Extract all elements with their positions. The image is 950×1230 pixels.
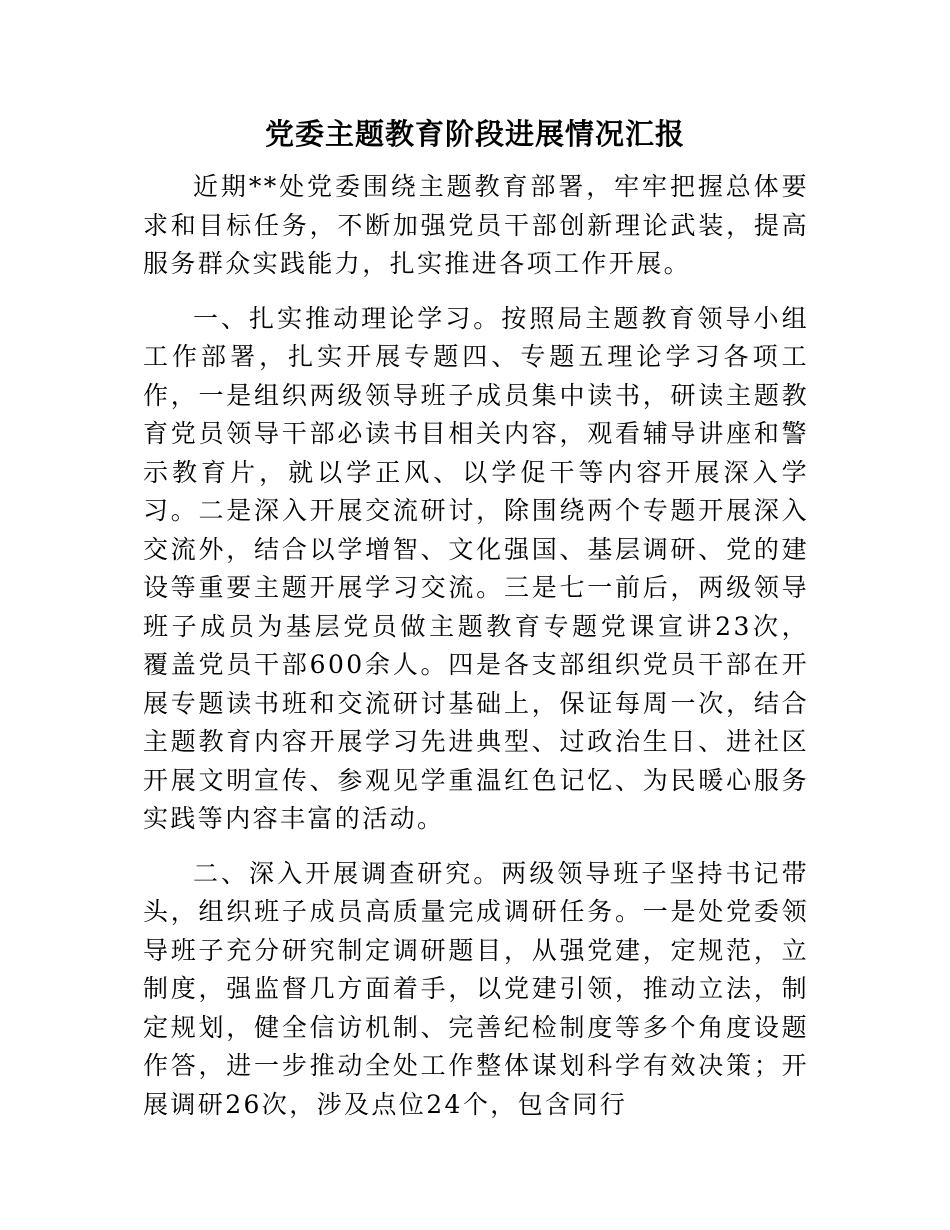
paragraph-theory-study: 一、扎实推动理论学习。按照局主题教育领导小组工作部署，扎实开展专题四、专题五理论学习各项工作，一是组织两级领导班子成员集中读书，研读主题教育党员领导干部必读书目相关内容，观看辅导讲座和警示教育片，就以学正风、以学促干等内容开展深入学习。二是深入开展交流研讨，除围绕两个专题开展深入交流外，结合以学增智、文化强国、基层调研、党的建设等重要主题开展学习交流。三是七一前后，两级领导班子成员为基层党员做主题教育专题党课宣讲23次，覆盖党员干部600余人。四是各支部组织党员干部在开展专题读书班和交流研讨基础上，保证每周一次，结合主题教育内容开展学习先进典型、过政治生日、进社区开展文明宣传、参观见学重温红色记忆、为民暖心服务实践等内容丰富的活动。 [143,303,809,833]
paragraph-intro: 近期**处党委围绕主题教育部署，牢牢把握总体要求和目标任务，不断加强党员干部创新理论武装，提高服务群众实践能力，扎实推进各项工作开展。 [143,172,809,278]
document-title: 党委主题教育阶段进展情况汇报 [264,117,685,151]
document-body [143,168,809,1124]
paragraph-research: 二、深入开展调查研究。两级领导班子坚持书记带头，组织班子成员高质量完成调研任务。一是处党委领导班子充分研究制定调研题目，从强党建，定规范，立制度，强监督几方面着手，以党建引领，推动立法，制定规划，健全信访机制、完善纪检制度等多个角度设题作答，进一步推动全处工作整体谋划科学有效决策；开展调研26次，涉及点位24个，包含同行 [143,858,809,1119]
